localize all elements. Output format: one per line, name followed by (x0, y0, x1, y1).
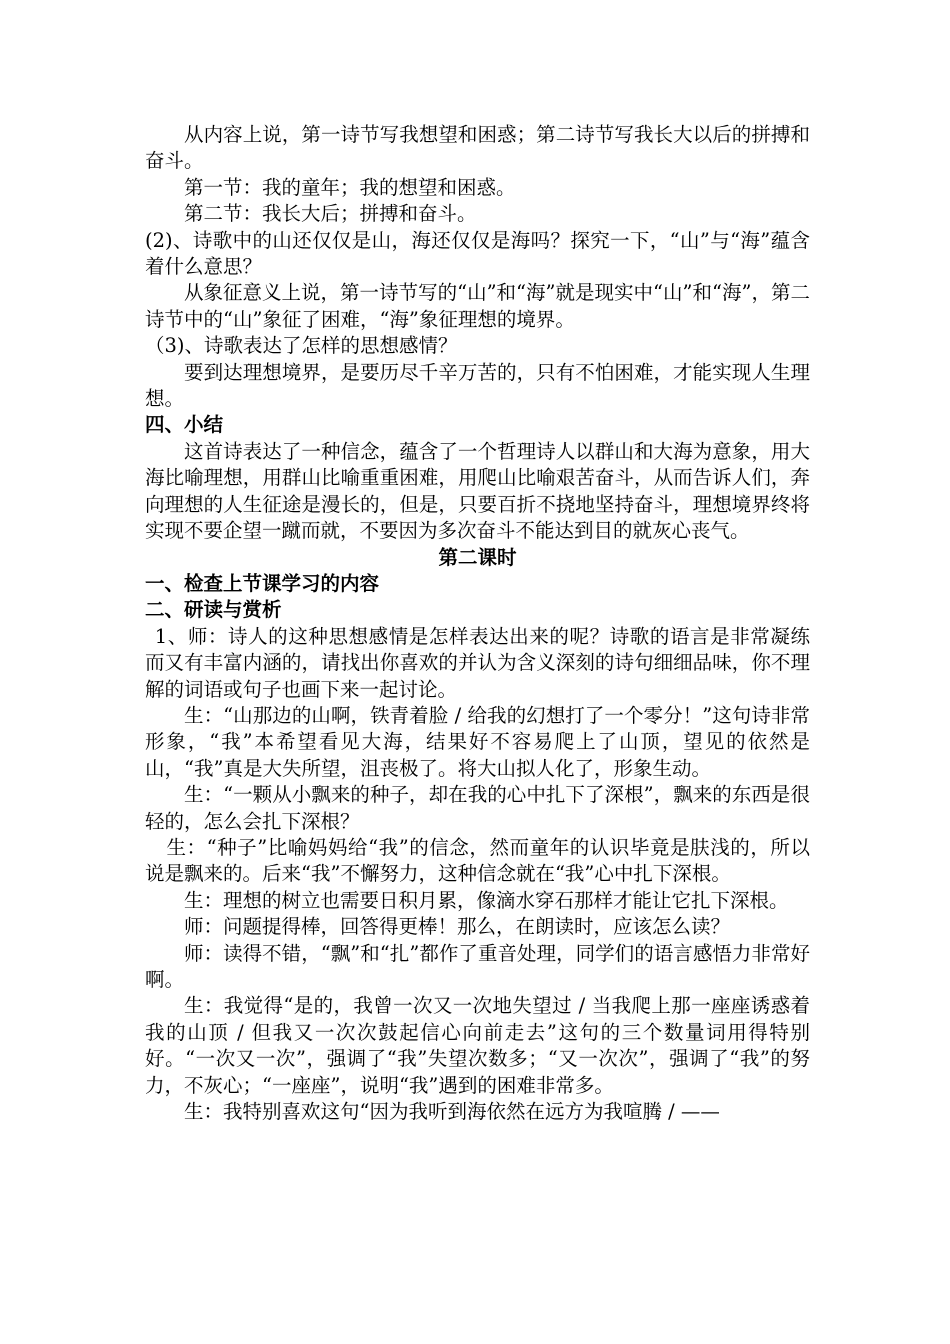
paragraph-teacher-question: 1、师：诗人的这种思想感情是怎样表达出来的呢？诗歌的语言是非常凝练而又有丰富内涵的，请找出你喜欢的并认为含义深刻的诗句细细品味，你不理解的词语或句子也画下来一起讨论。 (145, 624, 810, 701)
paragraph-summary-body: 这首诗表达了一种信念，蕴含了一个哲理诗人以群山和大海为意象，用大海比喻理想，用群山比喻重重困难，用爬山比喻艰苦奋斗，从而告诉人们，奔向理想的人生征途是漫长的，但是，只要百折不挠地坚持奋斗，理想境界终将实现不要企望一蹴而就，不要因为多次奋斗不能达到目的就灰心丧气。 (145, 439, 810, 543)
heading-review: 一、检查上节课学习的内容 (145, 571, 380, 595)
question-2: (2)、诗歌中的山还仅仅是山，海还仅仅是海吗？探究一下，“山”与“海”蕴含着什么意思？ (145, 228, 810, 279)
paragraph-student-5: 生：我觉得“是的，我曾一次又一次地失望过 / 当我爬上那一座座诱惑着我的山顶 / 但我又一次次鼓起信心向前走去”这句的三个数量词用得特别好。“一次又一次”，强调了“我”失望次数多；“又一次次”，强调了“我”的努力，不灰心；“一座座”，说明“我”遇到的困难非常多。 (145, 994, 810, 1097)
paragraph-content-summary: 从内容上说，第一诗节写我想望和困惑；第二诗节写我长大以后的拼搏和奋斗。 (145, 123, 810, 173)
paragraph-teacher-3: 师：读得不错，“飘”和“扎”都作了重音处理，同学们的语言感悟力非常好啊。 (145, 941, 810, 991)
paragraph-section-one: 第一节：我的童年；我的想望和困惑。 (184, 175, 516, 199)
heading-study-appreciation: 二、研读与赏析 (145, 598, 282, 622)
paragraph-teacher-2: 师：问题提得棒，回答得更棒！那么，在朗读时，应该怎么读？ (184, 915, 731, 939)
paragraph-student-4: 生：理想的树立也需要日积月累，像滴水穿石那样才能让它扎下深根。 (184, 888, 789, 912)
question-3: （3)、诗歌表达了怎样的思想感情？ (145, 334, 458, 358)
document-page (145, 122, 810, 1125)
paragraph-student-1: 生：“山那边的山啊，铁青着脸 / 给我的幻想打了一个零分！”这句诗非常形象，“我”本希望看见大海，结果好不容易爬上了山顶，望见的依然是山，“我”真是大失所望，沮丧极了。将大山拟人化了，形象生动。 (145, 703, 810, 780)
paragraph-emotion: 要到达理想境界，是要历尽千辛万苦的，只有不怕困难，才能实现人生理想。 (145, 360, 810, 411)
paragraph-student-6: 生：我特别喜欢这句“因为我听到海依然在远方为我喧腾 / —— (184, 1100, 720, 1124)
paragraph-student-3: 生：“种子”比喻妈妈给“我”的信念，然而童年的认识毕竟是肤浅的，所以说是飘来的。后来“我”不懈努力，这种信念就在“我”心中扎下深根。 (145, 835, 810, 886)
heading-summary: 四、小结 (145, 413, 224, 437)
heading-second-lesson: 第二课时 (438, 545, 517, 569)
paragraph-symbolism: 从象征意义上说，第一诗节写的“山”和“海”就是现实中“山”和“海”，第二诗节中的“山”象征了困难，“海”象征理想的境界。 (145, 281, 810, 331)
paragraph-student-2: 生：“一颗从小飘来的种子，却在我的心中扎下了深根”，飘来的东西是很轻的，怎么会扎下深根？ (145, 783, 810, 833)
paragraph-section-two: 第二节：我长大后；拼搏和奋斗。 (184, 202, 477, 226)
